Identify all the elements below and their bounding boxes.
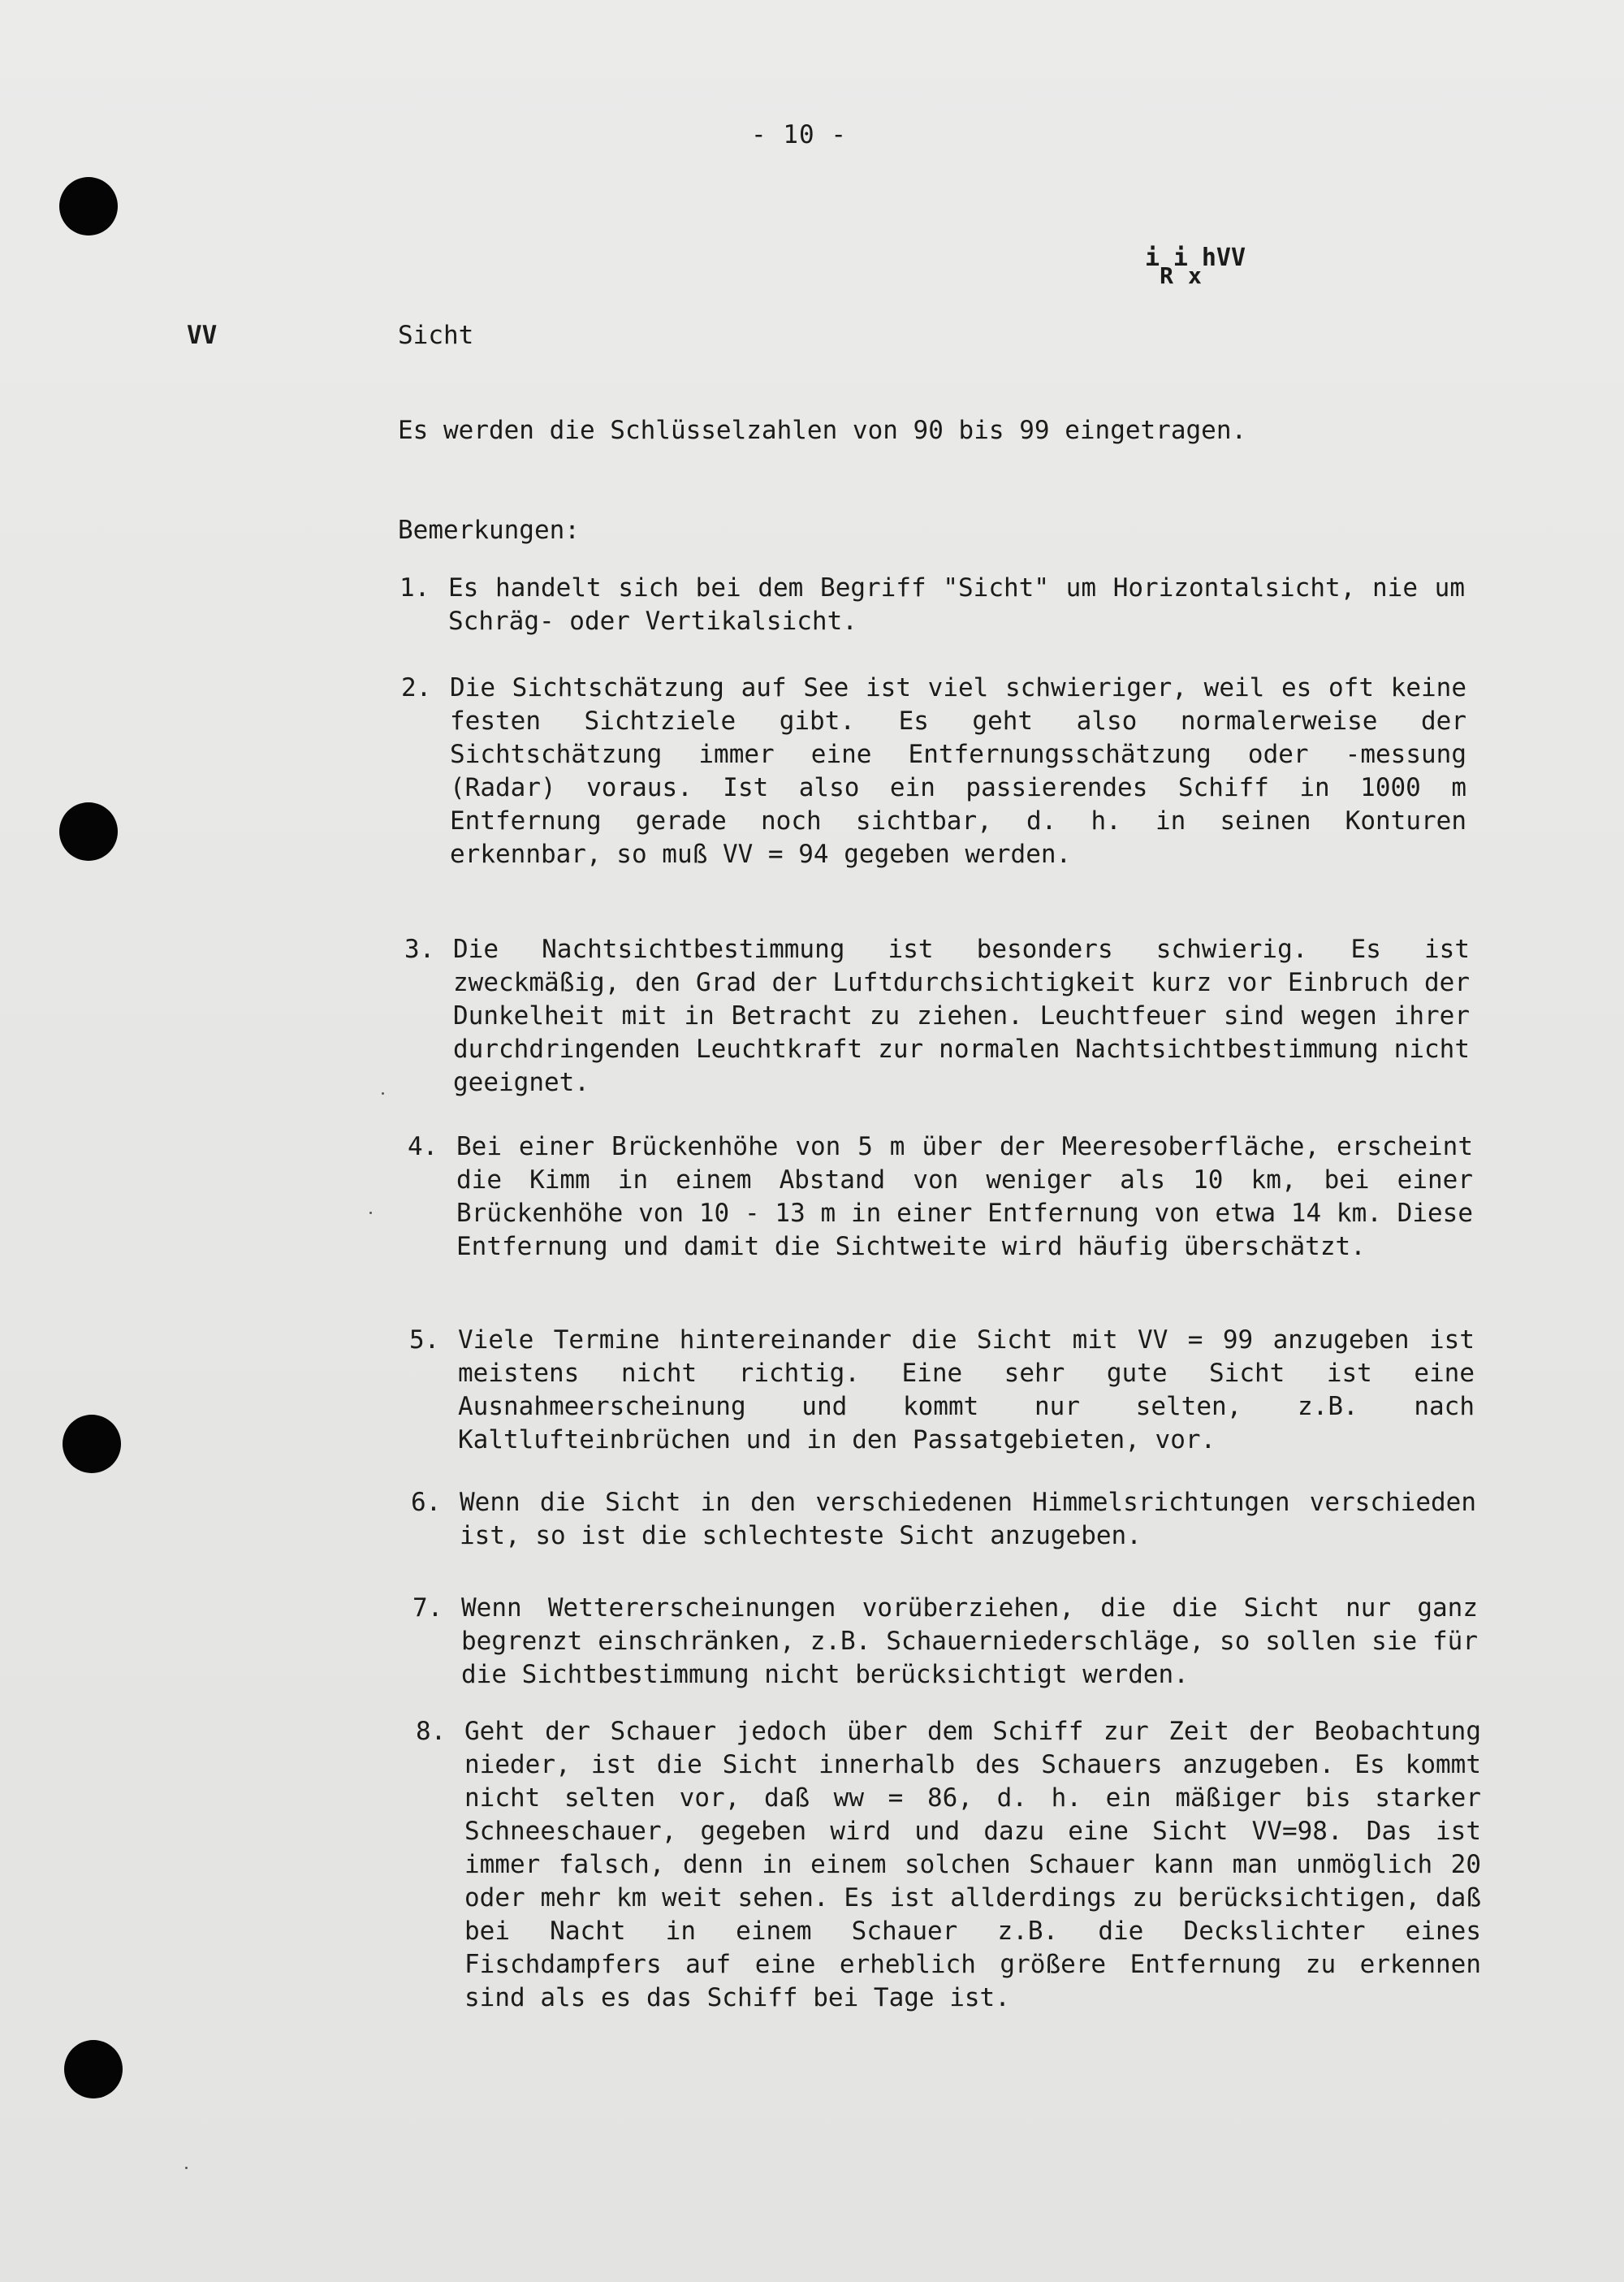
- code-subscript: R: [1160, 262, 1173, 289]
- remark-number: 7.: [412, 1593, 443, 1623]
- remark-item: [400, 572, 1465, 638]
- remark-number: 1.: [400, 573, 430, 603]
- remark-item: [408, 1130, 1473, 1264]
- remark-text: Geht der Schauer jedoch über dem Schiff zur Zeit der Beobachtung nieder, ist die Sicht innerhalb des Schauers anzugeben. Es kommt nicht selten vor, daß ww = 86, d. h. ein mäßiger bis starker Schneeschauer, gegeben wird und dazu eine Sicht VV=98. Das ist immer falsch, denn in einem solchen Schauer kann man unmöglich 20 oder mehr km weit sehen. Es ist allderdings zu berücksichtigen, daß bei Nacht in einem Schauer z.B. die Deckslichter eines Fischdampfers auf eine erheblich größere Entfernung zu erkennen sind als es das Schiff bei Tage ist.: [464, 1717, 1481, 2012]
- scan-speck: [382, 1092, 384, 1095]
- remark-number: 8.: [416, 1717, 447, 1746]
- punch-hole-icon: [63, 1415, 121, 1473]
- remark-number: 5.: [409, 1325, 440, 1355]
- remark-text: Wenn die Sicht in den verschiedenen Himmelsrichtungen verschieden ist, so ist die schlechteste Sicht anzugeben.: [460, 1488, 1476, 1550]
- remark-item: [412, 1592, 1478, 1692]
- remark-item: [401, 672, 1466, 871]
- remark-text: Wenn Wettererscheinungen vorüberziehen, die die Sicht nur ganz begrenzt einschränken, z.B. Schauerniederschläge, so sollen sie für die Sichtbestimmung nicht berücksichtigt werden.: [461, 1593, 1478, 1689]
- remark-number: 6.: [411, 1488, 442, 1517]
- remark-item: [416, 1715, 1481, 2015]
- scan-speck: [369, 1212, 372, 1214]
- remark-number: 2.: [401, 673, 432, 702]
- code-part: i: [1145, 244, 1160, 272]
- section-label: VV: [187, 321, 218, 350]
- page-number: - 10 -: [751, 120, 847, 149]
- code-subscript: x: [1187, 262, 1202, 289]
- remark-item: [411, 1486, 1476, 1553]
- remark-text: Es handelt sich bei dem Begriff "Sicht" um Horizontalsicht, nie um Schräg- oder Vertikalsicht.: [448, 573, 1465, 636]
- section-code: [1145, 244, 1246, 289]
- remarks-heading: Bemerkungen:: [398, 516, 580, 545]
- remark-text: Viele Termine hintereinander die Sicht mit VV = 99 anzugeben ist meistens nicht richtig. Eine sehr gute Sicht ist eine Ausnahmeerscheinung und kommt nur selten, z.B. nach Kaltlufteinbrüchen und in den Passatgebieten, vor.: [458, 1325, 1475, 1454]
- punch-hole-icon: [59, 177, 118, 236]
- remark-number: 3.: [404, 935, 435, 964]
- remark-item: [404, 933, 1470, 1100]
- punch-hole-icon: [59, 802, 118, 861]
- intro-paragraph: Es werden die Schlüsselzahlen von 90 bis 99 eingetragen.: [398, 416, 1247, 445]
- scan-speck: [185, 2167, 188, 2169]
- code-part: i: [1173, 244, 1188, 272]
- punch-hole-icon: [64, 2040, 123, 2098]
- remark-text: Die Sichtschätzung auf See ist viel schwieriger, weil es oft keine festen Sichtziele gibt. Es geht also normalerweise der Sichtschätzung immer eine Entfernungsschätzung oder -messung (Radar) voraus. Ist also ein passierendes Schiff in 1000 m Entfernung gerade noch sichtbar, d. h. in seinen Konturen erkennbar, so muß VV = 94 gegeben werden.: [450, 673, 1466, 869]
- remark-text: Bei einer Brückenhöhe von 5 m über der Meeresoberfläche, erscheint die Kimm in einem Abstand von weniger als 10 km, bei einer Brückenhöhe von 10 - 13 m in einer Entfernung von etwa 14 km. Diese Entfernung und damit die Sichtweite wird häufig überschätzt.: [456, 1132, 1473, 1261]
- section-title: Sicht: [398, 321, 474, 350]
- remark-item: [409, 1324, 1475, 1457]
- code-part: hVV: [1201, 244, 1246, 272]
- remark-number: 4.: [408, 1132, 438, 1161]
- remark-text: Die Nachtsichtbestimmung ist besonders schwierig. Es ist zweckmäßig, den Grad der Luftdurchsichtigkeit kurz vor Einbruch der Dunkelheit mit in Betracht zu ziehen. Leuchtfeuer sind wegen ihrer durchdringenden Leuchtkraft zur normalen Nachtsichtbestimmung nicht geeignet.: [453, 935, 1470, 1097]
